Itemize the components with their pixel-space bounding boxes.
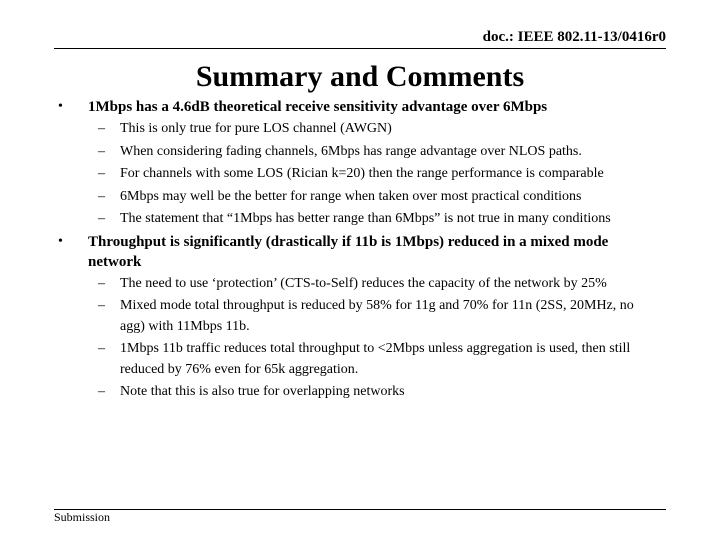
document-id: doc.: IEEE 802.11-13/0416r0 <box>482 29 666 45</box>
sub-bullet-item <box>0 296 720 337</box>
sub-bullet-text: The statement that “1Mbps has better range than 6Mbps” is not true in many conditions <box>120 211 611 226</box>
bullet-item <box>0 232 720 272</box>
sub-bullet-text: The need to use ‘protection’ (CTS-to-Self) reduces the capacity of the network by 25% <box>120 275 607 291</box>
sub-bullet-text: Note that this is also true for overlapping networks <box>120 384 405 399</box>
sub-bullet-text: For channels with some LOS (Rician k=20) then the range performance is comparable <box>120 166 604 181</box>
sub-bullet-text: When considering fading channels, 6Mbps has range advantage over NLOS paths. <box>120 143 582 159</box>
sub-bullet-text: Mixed mode total throughput is reduced by 58% for 11g and 70% for 11n (2SS, 20MHz, no agg) with 11Mbps 11b. <box>120 298 634 334</box>
sub-bullet-dash: – <box>98 121 105 136</box>
sub-bullet-item <box>0 164 720 185</box>
slide-title: Summary and Comments <box>195 60 525 93</box>
sub-bullet-item <box>0 339 720 380</box>
sub-bullet-dash: – <box>98 384 105 399</box>
sub-bullet-item <box>0 274 720 295</box>
sub-bullet-text: This is only true for pure LOS channel (AWGN) <box>120 121 392 136</box>
sub-bullet-dash: – <box>98 143 105 159</box>
sub-bullet-dash: – <box>98 341 105 356</box>
sub-bullet-item <box>0 187 720 208</box>
bullet-glyph: • <box>58 233 63 249</box>
sub-bullet-dash: – <box>98 275 105 291</box>
sub-bullet-text: 1Mbps 11b traffic reduces total throughput to <2Mbps unless aggregation is used, then still reduced by 76% even for 65k aggregation. <box>120 341 631 377</box>
sub-bullet-item <box>0 142 720 163</box>
sub-bullet-dash: – <box>98 166 105 181</box>
bullet-glyph: • <box>58 99 63 114</box>
bullet-item <box>0 97 720 117</box>
sub-bullet-dash: – <box>98 211 105 226</box>
footer-divider <box>54 509 666 510</box>
bullet-text: 1Mbps has a 4.6dB theoretical receive sensitivity advantage over 6Mbps <box>88 99 548 115</box>
sub-bullet-item <box>0 382 720 403</box>
header-divider <box>54 48 666 49</box>
footer-submission-label: Submission <box>54 510 111 524</box>
sub-bullet-text: 6Mbps may well be the better for range when taken over most practical conditions <box>120 188 582 204</box>
slide-body <box>0 97 720 403</box>
bullet-text: Throughput is significantly (drastically if 11b is 1Mbps) reduced in a mixed mode network <box>88 233 609 270</box>
sub-bullet-item <box>0 119 720 140</box>
sub-bullet-item <box>0 209 720 230</box>
sub-bullet-dash: – <box>98 188 105 204</box>
sub-bullet-dash: – <box>98 298 105 313</box>
